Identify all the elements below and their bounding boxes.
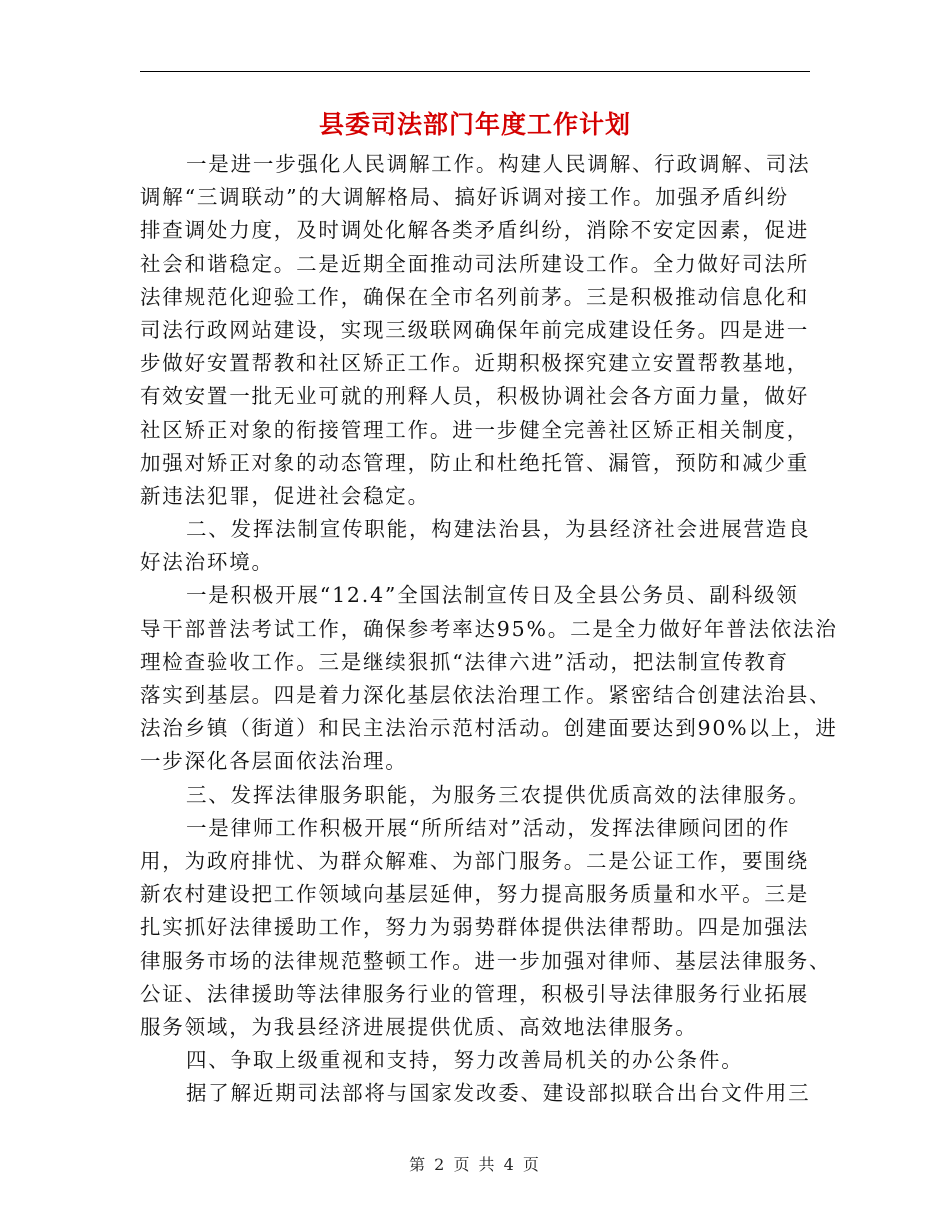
text-line: 加强对矫正对象的动态管理，防止和杜绝托管、漏管，预防和减少重 <box>140 450 809 475</box>
text-line: 律服务市场的法律规范整顿工作。进一步加强对律师、基层法律服务、 <box>140 948 832 973</box>
text-line: 步做好安置帮教和社区矫正工作。近期积极探究建立安置帮教基地， <box>140 351 809 376</box>
text-line: 社区矫正对象的衔接管理工作。进一步健全完善社区矫正相关制度， <box>140 417 809 442</box>
text-line: 一步深化各层面依法治理。 <box>140 749 408 774</box>
header-rule <box>140 71 810 72</box>
text-line: 用，为政府排忧、为群众解难、为部门服务。二是公证工作，要围绕 <box>140 848 809 873</box>
text-line: 三、发挥法律服务职能，为服务三农提供优质高效的法律服务。 <box>186 782 811 807</box>
text-line: 社会和谐稳定。二是近期全面推动司法所建设工作。全力做好司法所 <box>140 251 809 276</box>
text-line: 好法治环境。 <box>140 550 274 575</box>
text-line: 二、发挥法制宣传职能，构建法治县，为县经济社会进展营造良 <box>186 517 811 542</box>
text-line: 一是律师工作积极开展“所所结对”活动，发挥法律顾问团的作 <box>186 815 791 840</box>
text-line: 司法行政网站建设，实现三级联网确保年前完成建设任务。四是进一 <box>140 317 809 342</box>
text-line: 有效安置一批无业可就的刑释人员，积极协调社会各方面力量，做好 <box>140 384 809 409</box>
text-line: 新农村建设把工作领域向基层延伸，努力提高服务质量和水平。三是 <box>140 882 809 907</box>
text-line: 服务领域，为我县经济进展提供优质、高效地法律服务。 <box>140 1014 698 1039</box>
text-line: 导干部普法考试工作，确保参考率达95%。二是全力做好年普法依法治 <box>140 616 838 641</box>
text-line: 排查调处力度，及时调处化解各类矛盾纠纷，消除不安定因素，促进 <box>140 218 809 243</box>
text-line: 调解“三调联动”的大调解格局、搞好诉调对接工作。加强矛盾纠纷 <box>140 185 789 210</box>
text-line: 一是进一步强化人民调解工作。构建人民调解、行政调解、司法 <box>186 152 811 176</box>
text-line: 扎实抓好法律援助工作，努力为弱势群体提供法律帮助。四是加强法 <box>140 915 809 940</box>
document-body <box>140 148 838 1110</box>
page-footer <box>0 1154 950 1176</box>
text-line: 一是积极开展“12.4”全国法制宣传日及全县公务员、副科级领 <box>186 583 799 608</box>
text-line: 据了解近期司法部将与国家发改委、建设部拟联合出台文件用三 <box>186 1081 811 1106</box>
text-line: 法治乡镇（街道）和民主法治示范村活动。创建面要达到90%以上，进 <box>140 716 838 741</box>
text-line: 新违法犯罪，促进社会稳定。 <box>140 483 430 508</box>
text-line: 落实到基层。四是着力深化基层依法治理工作。紧密结合创建法治县、 <box>140 683 832 707</box>
page-number-label: 第 2 页 共 4 页 <box>409 1155 541 1174</box>
text-line: 公证、法律援助等法律服务行业的管理，积极引导法律服务行业拓展 <box>140 981 809 1006</box>
text-line: 理检查验收工作。三是继续狠抓“法律六进”活动，把法制宣传教育 <box>140 649 789 674</box>
text-line: 四、争取上级重视和支持，努力改善局机关的办公条件。 <box>186 1048 744 1073</box>
document-title: 县委司法部门年度工作计划 <box>318 110 631 139</box>
text-line: 法律规范化迎验工作，确保在全市名列前茅。三是积极推动信息化和 <box>140 284 809 309</box>
